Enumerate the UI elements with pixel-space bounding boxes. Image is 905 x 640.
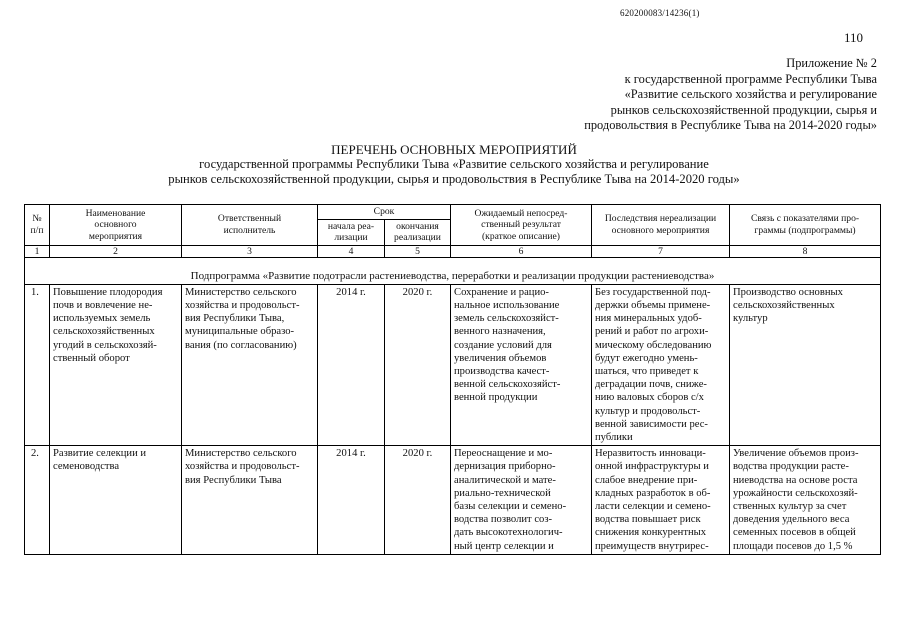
column-number: 3: [182, 245, 318, 257]
start-year: 2014 г.: [318, 446, 385, 555]
col-header-num: № п/п: [25, 205, 50, 246]
col-header-end: окончания реализации: [385, 219, 451, 245]
measures-table: [24, 204, 881, 555]
column-number: 6: [451, 245, 592, 257]
col-header-consequences: Последствия нереализации основного мероприятия: [592, 205, 730, 246]
subprogram-row: [25, 257, 881, 284]
row-number: 2.: [25, 446, 50, 555]
table-row: [25, 284, 881, 445]
end-year: 2020 г.: [385, 446, 451, 555]
appendix-line: рынков сельскохозяйственной продукции, сырья и: [610, 102, 877, 117]
responsible-executor: Министерство сельского хозяйства и продовольст- вия Республики Тыва: [182, 446, 318, 555]
measure-name: Повышение плодородия почв и вовлечение не- используемых земель сельскохозяйственных угодий в сельскохозяй- ственный оборот: [50, 284, 182, 445]
program-indicators-link: Увеличение объемов произ- водства продукции расте- ниеводства на основе роста урожайности сельскохозяй- ственных культур за счет доведения удельного веса семенных посевов в общей площади посевов до 1,5 %: [730, 446, 881, 555]
column-number-row: [25, 245, 881, 257]
title-line: государственной программы Республики Тыва «Развитие сельского хозяйства и регулирование: [199, 157, 709, 171]
row-number: 1.: [25, 284, 50, 445]
col-header-name: Наименование основного мероприятия: [50, 205, 182, 246]
col-header-responsible: Ответственный исполнитель: [182, 205, 318, 246]
col-header-start: начала реа- лизации: [318, 219, 385, 245]
col-header-link: Связь с показателями про- граммы (подпрограммы): [730, 205, 881, 246]
start-year: 2014 г.: [318, 284, 385, 445]
appendix-line: продовольствия в Республике Тыва на 2014-2020 годы»: [584, 118, 877, 132]
col-header-expected: Ожидаемый непосред- ственный результат (краткое описание): [451, 205, 592, 246]
page-number: 110: [843, 30, 863, 45]
appendix-line: Приложение № 2: [786, 56, 877, 70]
appendix-line: «Развитие сельского хозяйства и регулирование: [624, 87, 877, 101]
title-main: ПЕРЕЧЕНЬ ОСНОВНЫХ МЕРОПРИЯТИЙ: [331, 142, 577, 157]
column-number: 5: [385, 245, 451, 257]
expected-result: Переоснащение и мо- дернизация приборно- аналитической и мате- риально-технической базы селекции и семено- водства позволит соз- дать высокотехнологич- ный центр селекции и: [451, 446, 592, 555]
responsible-executor: Министерство сельского хозяйства и продовольст- вия Республики Тыва, муниципальные образо- вания (по согласованию): [182, 284, 318, 445]
column-number: 2: [50, 245, 182, 257]
document-code: 620200083/14236(1): [620, 8, 700, 18]
column-number: 8: [730, 245, 881, 257]
column-number: 1: [25, 245, 50, 257]
end-year: 2020 г.: [385, 284, 451, 445]
header-row: [25, 205, 881, 220]
non-implementation-consequences: Без государственной под- держки объемы примене- ния минеральных удоб- рений и работ по агрохи- мическому обследованию будут ежегодно умень- шаться, что приведет к деградации почв, сниже- нию валовых сборов с/х культур и продовольст- венной зависимости рес- публики: [592, 284, 730, 445]
column-number: 7: [592, 245, 730, 257]
measure-name: Развитие селекции и семеноводства: [50, 446, 182, 555]
column-number: 4: [318, 245, 385, 257]
subprogram-title: Подпрограмма «Развитие подотрасли растениеводства, переработки и реализации продукции растениеводства»: [25, 257, 881, 284]
col-header-term: Срок: [318, 205, 451, 220]
document-title: [20, 142, 888, 187]
appendix-heading: [317, 56, 877, 134]
table-row: [25, 446, 881, 555]
expected-result: Сохранение и рацио- нальное использование земель сельскохозяйст- венного назначения, создание условий для увеличения объемов производства качест- венной сельскохозяйст- венной продукции: [451, 284, 592, 445]
non-implementation-consequences: Неразвитость инноваци- онной инфраструктуры и слабое внедрение при- кладных разработок в об- ласти селекции и семено- водства повышает риск снижения конкурентных преимуществ внутрирес-: [592, 446, 730, 555]
appendix-line: к государственной программе Республики Тыва: [624, 71, 877, 86]
program-indicators-link: Производство основных сельскохозяйственных культур: [730, 284, 881, 445]
title-line: рынков сельскохозяйственной продукции, сырья и продовольствия в Республике Тыва на 2014-2020 годы»: [168, 172, 740, 186]
